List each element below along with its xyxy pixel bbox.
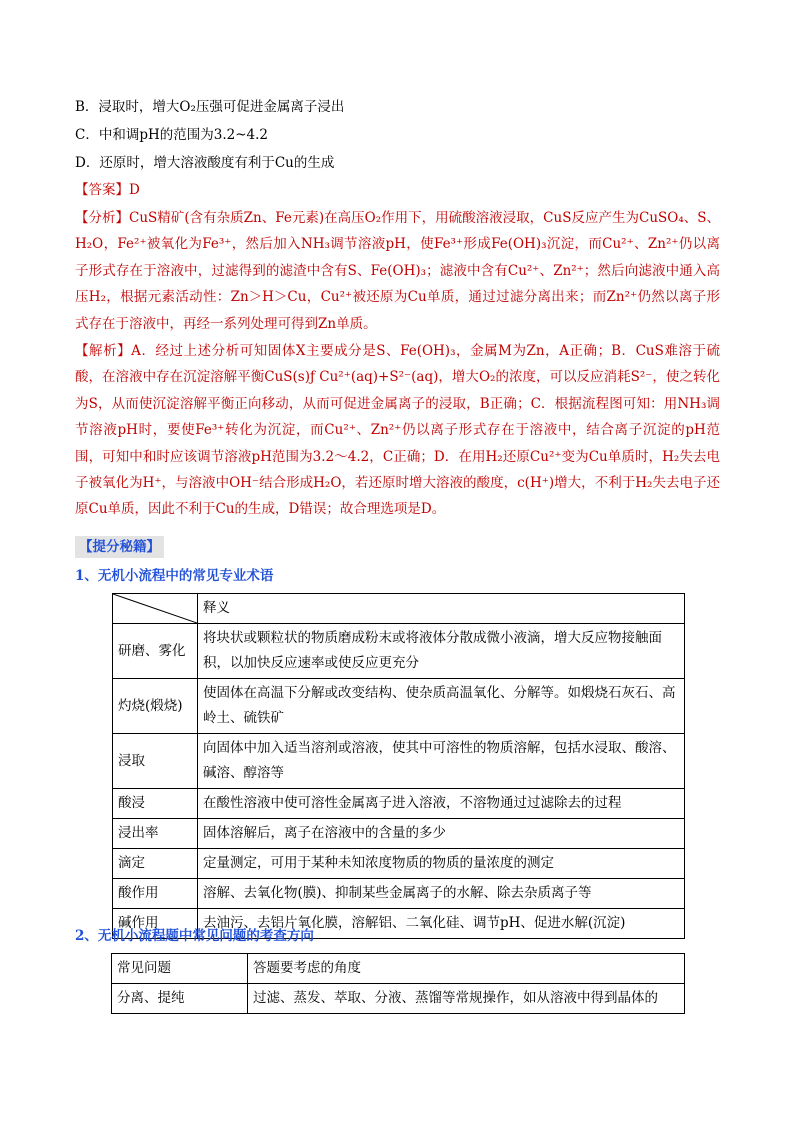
definition-cell: 在酸性溶液中使可溶性金属离子进入溶液，不溶物通过过滤除去的过程	[198, 789, 685, 819]
terms-table-header	[113, 594, 685, 624]
definition-cell: 定量测定，可用于某种未知浓度物质的物质的量浓度的测定	[198, 849, 685, 879]
header-definition: 释义	[198, 594, 685, 624]
term-cell: 灼烧(煅烧)	[113, 679, 198, 734]
explanation-label: 【解析】	[75, 343, 132, 359]
term-cell: 酸浸	[113, 789, 198, 819]
header-diagonal-cell	[113, 594, 198, 624]
table-row	[113, 819, 685, 849]
tips-label: 【提分秘籍】	[75, 536, 164, 558]
definition-cell: 溶解、去氧化物(膜)、抑制某些金属离子的水解、除去杂质离子等	[198, 879, 685, 909]
analysis-label: 【分析】	[75, 210, 130, 226]
explanation-text: A．经过上述分析可知固体X主要成分是S、Fe(OH)₃，金属M为Zn，A正确；B．CuS难溶于硫酸，在溶液中存在沉淀溶解平衡CuS(s)ƒ Cu²⁺(aq)+S²⁻(aq)，增大O₂的浓度，可以反应消耗S²⁻，使之转化为S，从而使沉淀溶解平衡正向移动，从而可促进金属离子的浸取，B正确；C．根据流程图可知：用NH₃调节溶液pH时，要使Fe³⁺转化为沉淀，而Cu²⁺、Zn²⁺仍以离子形式存在于溶液中，结合离子沉淀的pH范围，可知中和时应该调节溶液pH范围为3.2～4.2，C正确；D．在用H₂还原Cu²⁺变为Cu单质时，H₂失去电子被氧化为H⁺，与溶液中OH⁻结合形成H₂O，若还原时增大溶液的酸度，c(H⁺)增大，不利于H₂失去电子还原Cu单质，因此不利于Cu的生成，D错误；故合理选项是D。	[75, 343, 721, 518]
header-angle: 答题要考虑的角度	[248, 954, 685, 984]
table-row	[113, 624, 685, 679]
question-cell: 分离、提纯	[112, 984, 248, 1014]
definition-cell: 将块状或颗粒状的物质磨成粉末或将液体分散成微小液滴，增大反应物接触面积，以加快反应速率或使反应更充分	[198, 624, 685, 679]
table-row	[113, 679, 685, 734]
term-cell: 酸作用	[113, 879, 198, 909]
term-cell: 浸取	[113, 734, 198, 789]
angle-cell: 过滤、蒸发、萃取、分液、蒸馏等常规操作，如从溶液中得到晶体的	[248, 984, 685, 1014]
definition-cell: 去油污、去铝片氧化膜，溶解铝、二氧化硅、调节pH、促进水解(沉淀)	[198, 909, 685, 939]
table-row	[113, 879, 685, 909]
definition-cell: 使固体在高温下分解或改变结构、使杂质高温氧化、分解等。如煅烧石灰石、高岭土、硫铁矿	[198, 679, 685, 734]
term-cell: 浸出率	[113, 819, 198, 849]
answer-line	[75, 180, 140, 200]
analysis-text: CuS精矿(含有杂质Zn、Fe元素)在高压O₂作用下，用硫酸溶液浸取，CuS反应产生为CuSO₄、S、H₂O，Fe²⁺被氧化为Fe³⁺，然后加入NH₃调节溶液pH，使Fe³⁺形成Fe(OH)₃沉淀，而Cu²⁺、Zn²⁺仍以离子形式存在于溶液中，过滤得到的滤渣中含有S、Fe(OH)₃；滤液中含有Cu²⁺、Zn²⁺；然后向滤液中通入高压H₂，根据元素活动性：Zn＞H＞Cu，Cu²⁺被还原为Cu单质，通过过滤分离出来；而Zn²⁺仍然以离子形式存在于溶液中，再经一系列处理可得到Zn单质。	[75, 210, 721, 332]
table-row	[113, 734, 685, 789]
definition-cell: 向固体中加入适当溶剂或溶液，使其中可溶性的物质溶解，包括水浸取、酸溶、碱溶、醇溶等	[198, 734, 685, 789]
table-row	[113, 849, 685, 879]
term-cell: 研磨、雾化	[113, 624, 198, 679]
table-row	[113, 789, 685, 819]
term-cell: 碱作用	[113, 909, 198, 939]
option-c: C．中和调pH的范围为3.2~4.2	[75, 127, 268, 143]
term-cell: 滴定	[113, 849, 198, 879]
questions-table	[111, 953, 685, 1014]
questions-table-header	[112, 954, 685, 984]
answer-label: 【答案】	[75, 182, 129, 198]
section2-heading: 2、无机小流程题中常见问题的考查方向	[75, 928, 314, 944]
definition-cell: 固体溶解后，离子在溶液中的含量的多少	[198, 819, 685, 849]
analysis-paragraph	[75, 205, 720, 337]
option-d: D．还原时，增大溶液酸度有利于Cu的生成	[75, 155, 335, 171]
terms-table	[112, 593, 685, 939]
section1-heading: 1、无机小流程中的常见专业术语	[75, 568, 274, 584]
header-question: 常见问题	[112, 954, 248, 984]
option-b: B．浸取时，增大O₂压强可促进金属离子浸出	[75, 99, 345, 115]
explanation-paragraph	[75, 338, 720, 523]
answer-value: D	[129, 182, 140, 198]
table-row	[112, 984, 685, 1014]
